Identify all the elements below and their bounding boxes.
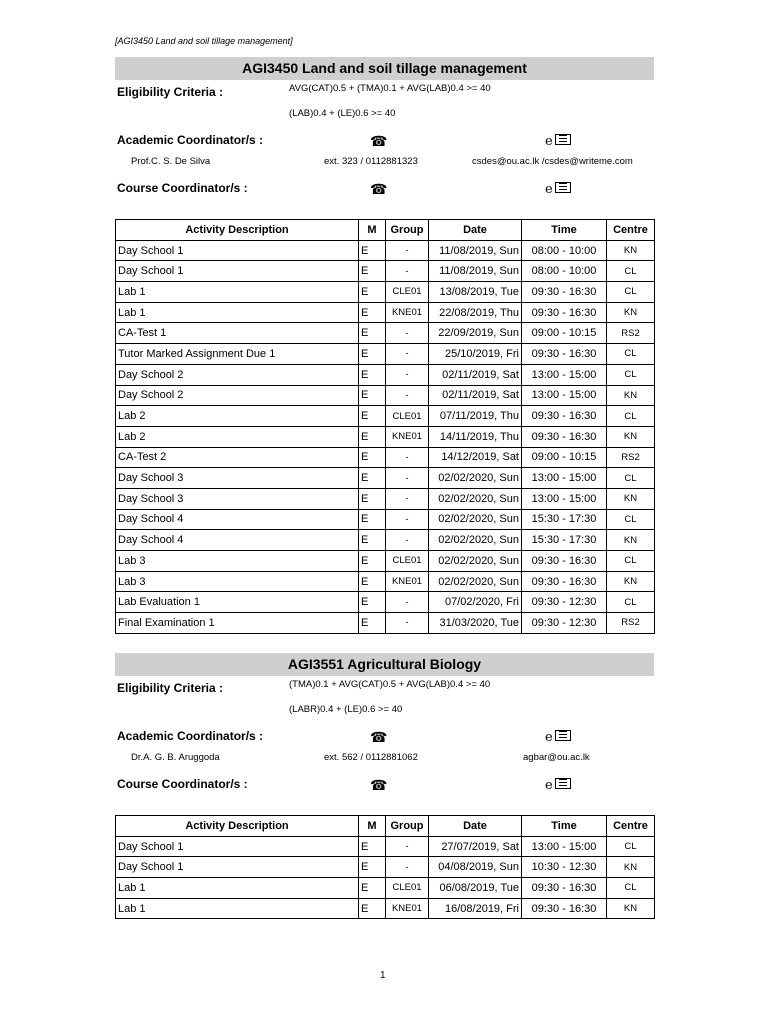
cell-mode: E — [359, 488, 386, 509]
cell-mode: E — [359, 302, 386, 323]
cell-mode: E — [359, 261, 386, 282]
cell-time: 15:30 - 17:30 — [522, 530, 607, 551]
phone-icon: ☎ — [370, 133, 388, 149]
cell-centre: KN — [607, 302, 655, 323]
cell-time: 09:30 - 16:30 — [522, 878, 607, 899]
cell-group: - — [386, 261, 429, 282]
table-row — [116, 240, 655, 261]
column-header-time: Time — [522, 816, 607, 837]
column-header-activity-description: Activity Description — [116, 816, 359, 837]
cell-time: 09:30 - 16:30 — [522, 898, 607, 919]
table-header-row — [116, 220, 655, 241]
cell-mode: E — [359, 836, 386, 857]
cell-mode: E — [359, 406, 386, 427]
cell-date: 02/02/2020, Sun — [429, 488, 522, 509]
cell-time: 09:00 - 10:15 — [522, 323, 607, 344]
cell-centre: KN — [607, 571, 655, 592]
cell-activity-description: Day School 1 — [116, 240, 359, 261]
cell-activity-description: Day School 3 — [116, 468, 359, 489]
cell-date: 11/08/2019, Sun — [429, 240, 522, 261]
cell-activity-description: Day School 3 — [116, 488, 359, 509]
phone-icon: ☎ — [370, 777, 388, 793]
column-header-mode: M — [359, 816, 386, 837]
column-header-centre: Centre — [607, 816, 655, 837]
cell-date: 06/08/2019, Tue — [429, 878, 522, 899]
cell-date: 07/02/2020, Fri — [429, 592, 522, 613]
cell-mode: E — [359, 323, 386, 344]
table-row — [116, 282, 655, 303]
cell-centre: KN — [607, 857, 655, 878]
cell-date: 02/11/2019, Sat — [429, 385, 522, 406]
cell-centre: KN — [607, 240, 655, 261]
cell-mode: E — [359, 426, 386, 447]
academic-coordinator-phone: ext. 323 / 0112881323 — [324, 156, 418, 167]
cell-time: 09:30 - 16:30 — [522, 344, 607, 365]
table-row — [116, 592, 655, 613]
cell-activity-description: Lab 2 — [116, 406, 359, 427]
table-row — [116, 426, 655, 447]
cell-activity-description: Lab 3 — [116, 551, 359, 572]
cell-group: CLE01 — [386, 551, 429, 572]
cell-centre: CL — [607, 878, 655, 899]
cell-activity-description: Day School 4 — [116, 509, 359, 530]
cell-date: 04/08/2019, Sun — [429, 857, 522, 878]
cell-date: 02/02/2020, Sun — [429, 571, 522, 592]
table-row — [116, 878, 655, 899]
cell-activity-description: Day School 1 — [116, 261, 359, 282]
schedule-table — [115, 219, 655, 634]
cell-centre: CL — [607, 551, 655, 572]
cell-centre: RS2 — [607, 613, 655, 634]
cell-mode: E — [359, 282, 386, 303]
table-row — [116, 385, 655, 406]
cell-date: 07/11/2019, Thu — [429, 406, 522, 427]
cell-activity-description: Lab Evaluation 1 — [116, 592, 359, 613]
cell-mode: E — [359, 509, 386, 530]
academic-coordinator-email: csdes@ou.ac.lk /csdes@writeme.com — [472, 156, 633, 167]
cell-group: - — [386, 447, 429, 468]
email-icon: e — [545, 730, 571, 745]
table-row — [116, 261, 655, 282]
cell-mode: E — [359, 240, 386, 261]
table-row — [116, 488, 655, 509]
cell-mode: E — [359, 551, 386, 572]
eligibility-label: Eligibility Criteria : — [117, 85, 224, 99]
cell-time: 09:00 - 10:15 — [522, 447, 607, 468]
cell-activity-description: Lab 1 — [116, 302, 359, 323]
cell-date: 02/11/2019, Sat — [429, 364, 522, 385]
table-row — [116, 468, 655, 489]
cell-activity-description: Lab 3 — [116, 571, 359, 592]
cell-centre: CL — [607, 364, 655, 385]
cell-group: - — [386, 468, 429, 489]
cell-time: 10:30 - 12:30 — [522, 857, 607, 878]
cell-group: - — [386, 364, 429, 385]
cell-date: 02/02/2020, Sun — [429, 468, 522, 489]
email-icon: e — [545, 134, 571, 149]
cell-date: 14/11/2019, Thu — [429, 426, 522, 447]
cell-mode: E — [359, 613, 386, 634]
course-title: AGI3551 Agricultural Biology — [115, 653, 654, 676]
cell-date: 25/10/2019, Fri — [429, 344, 522, 365]
cell-mode: E — [359, 857, 386, 878]
column-header-mode: M — [359, 220, 386, 241]
cell-mode: E — [359, 898, 386, 919]
cell-mode: E — [359, 592, 386, 613]
cell-activity-description: Day School 2 — [116, 385, 359, 406]
cell-mode: E — [359, 385, 386, 406]
cell-group: - — [386, 240, 429, 261]
table-row — [116, 571, 655, 592]
academic-coordinator-name: Prof.C. S. De Silva — [131, 156, 211, 167]
column-header-centre: Centre — [607, 220, 655, 241]
cell-activity-description: Day School 1 — [116, 836, 359, 857]
table-row — [116, 857, 655, 878]
cell-group: - — [386, 836, 429, 857]
cell-time: 09:30 - 16:30 — [522, 302, 607, 323]
academic-coordinator-label: Academic Coordinator/s : — [117, 729, 264, 743]
cell-mode: E — [359, 364, 386, 385]
cell-group: - — [386, 488, 429, 509]
table-row — [116, 898, 655, 919]
cell-group: CLE01 — [386, 282, 429, 303]
cell-group: - — [386, 613, 429, 634]
cell-centre: CL — [607, 261, 655, 282]
eligibility-formula-1: (TMA)0.1 + AVG(CAT)0.5 + AVG(LAB)0.4 >= 40 — [289, 679, 491, 690]
course-coordinator-label: Course Coordinator/s : — [117, 777, 248, 791]
cell-activity-description: Final Examination 1 — [116, 613, 359, 634]
cell-mode: E — [359, 571, 386, 592]
cell-centre: KN — [607, 898, 655, 919]
cell-centre: CL — [607, 406, 655, 427]
cell-activity-description: Tutor Marked Assignment Due 1 — [116, 344, 359, 365]
cell-centre: KN — [607, 385, 655, 406]
table-row — [116, 551, 655, 572]
cell-centre: RS2 — [607, 323, 655, 344]
table-row — [116, 344, 655, 365]
cell-mode: E — [359, 878, 386, 899]
cell-centre: CL — [607, 468, 655, 489]
cell-centre: CL — [607, 282, 655, 303]
page-number: 1 — [380, 970, 386, 981]
academic-coordinator-name: Dr.A. G. B. Aruggoda — [131, 752, 220, 763]
academic-coordinator-email: agbar@ou.ac.lk — [523, 752, 590, 763]
cell-group: CLE01 — [386, 406, 429, 427]
cell-date: 02/02/2020, Sun — [429, 509, 522, 530]
cell-mode: E — [359, 447, 386, 468]
cell-time: 09:30 - 16:30 — [522, 282, 607, 303]
cell-time: 09:30 - 16:30 — [522, 571, 607, 592]
table-row — [116, 302, 655, 323]
column-header-date: Date — [429, 220, 522, 241]
table-row — [116, 364, 655, 385]
cell-group: - — [386, 530, 429, 551]
cell-time: 13:00 - 15:00 — [522, 468, 607, 489]
cell-group: - — [386, 509, 429, 530]
eligibility-formula-2: (LAB)0.4 + (LE)0.6 >= 40 — [289, 108, 396, 119]
academic-coordinator-label: Academic Coordinator/s : — [117, 133, 264, 147]
column-header-activity-description: Activity Description — [116, 220, 359, 241]
phone-icon: ☎ — [370, 729, 388, 745]
course-coordinator-label: Course Coordinator/s : — [117, 181, 248, 195]
cell-time: 09:30 - 16:30 — [522, 426, 607, 447]
cell-date: 02/02/2020, Sun — [429, 551, 522, 572]
eligibility-formula-1: AVG(CAT)0.5 + (TMA)0.1 + AVG(LAB)0.4 >= 40 — [289, 83, 491, 94]
cell-date: 11/08/2019, Sun — [429, 261, 522, 282]
cell-centre: CL — [607, 836, 655, 857]
cell-activity-description: Day School 2 — [116, 364, 359, 385]
table-row — [116, 613, 655, 634]
running-header: [AGI3450 Land and soil tillage management] — [115, 36, 293, 46]
cell-activity-description: CA-Test 1 — [116, 323, 359, 344]
course-title: AGI3450 Land and soil tillage management — [115, 57, 654, 80]
cell-date: 27/07/2019, Sat — [429, 836, 522, 857]
cell-date: 22/09/2019, Sun — [429, 323, 522, 344]
cell-mode: E — [359, 530, 386, 551]
eligibility-formula-2: (LABR)0.4 + (LE)0.6 >= 40 — [289, 704, 403, 715]
cell-date: 31/03/2020, Tue — [429, 613, 522, 634]
cell-time: 09:30 - 16:30 — [522, 551, 607, 572]
academic-coordinator-phone: ext. 562 / 0112881062 — [324, 752, 418, 763]
cell-date: 13/08/2019, Tue — [429, 282, 522, 303]
cell-activity-description: Lab 1 — [116, 878, 359, 899]
cell-mode: E — [359, 344, 386, 365]
cell-activity-description: CA-Test 2 — [116, 447, 359, 468]
email-icon: e — [545, 778, 571, 793]
cell-centre: KN — [607, 530, 655, 551]
eligibility-label: Eligibility Criteria : — [117, 681, 224, 695]
cell-group: - — [386, 323, 429, 344]
table-row — [116, 447, 655, 468]
table-row — [116, 530, 655, 551]
cell-date: 14/12/2019, Sat — [429, 447, 522, 468]
cell-centre: CL — [607, 509, 655, 530]
cell-activity-description: Day School 1 — [116, 857, 359, 878]
table-row — [116, 323, 655, 344]
cell-activity-description: Lab 1 — [116, 898, 359, 919]
cell-time: 13:00 - 15:00 — [522, 385, 607, 406]
cell-activity-description: Day School 4 — [116, 530, 359, 551]
table-row — [116, 509, 655, 530]
column-header-date: Date — [429, 816, 522, 837]
schedule-table — [115, 815, 655, 919]
cell-mode: E — [359, 468, 386, 489]
table-header-row — [116, 816, 655, 837]
cell-time: 15:30 - 17:30 — [522, 509, 607, 530]
cell-group: - — [386, 385, 429, 406]
cell-date: 22/08/2019, Thu — [429, 302, 522, 323]
cell-date: 16/08/2019, Fri — [429, 898, 522, 919]
column-header-group: Group — [386, 816, 429, 837]
cell-time: 09:30 - 12:30 — [522, 613, 607, 634]
cell-activity-description: Lab 2 — [116, 426, 359, 447]
cell-group: KNE01 — [386, 302, 429, 323]
cell-centre: KN — [607, 426, 655, 447]
cell-time: 09:30 - 12:30 — [522, 592, 607, 613]
cell-date: 02/02/2020, Sun — [429, 530, 522, 551]
cell-group: - — [386, 344, 429, 365]
cell-time: 13:00 - 15:00 — [522, 836, 607, 857]
cell-centre: RS2 — [607, 447, 655, 468]
cell-group: KNE01 — [386, 426, 429, 447]
cell-centre: CL — [607, 344, 655, 365]
cell-centre: KN — [607, 488, 655, 509]
cell-time: 08:00 - 10:00 — [522, 240, 607, 261]
email-icon: e — [545, 182, 571, 197]
cell-time: 13:00 - 15:00 — [522, 364, 607, 385]
cell-activity-description: Lab 1 — [116, 282, 359, 303]
cell-group: - — [386, 592, 429, 613]
column-header-time: Time — [522, 220, 607, 241]
cell-group: - — [386, 857, 429, 878]
cell-time: 09:30 - 16:30 — [522, 406, 607, 427]
cell-time: 13:00 - 15:00 — [522, 488, 607, 509]
column-header-group: Group — [386, 220, 429, 241]
cell-group: KNE01 — [386, 898, 429, 919]
phone-icon: ☎ — [370, 181, 388, 197]
cell-group: CLE01 — [386, 878, 429, 899]
table-row — [116, 406, 655, 427]
cell-group: KNE01 — [386, 571, 429, 592]
table-row — [116, 836, 655, 857]
cell-centre: CL — [607, 592, 655, 613]
cell-time: 08:00 - 10:00 — [522, 261, 607, 282]
